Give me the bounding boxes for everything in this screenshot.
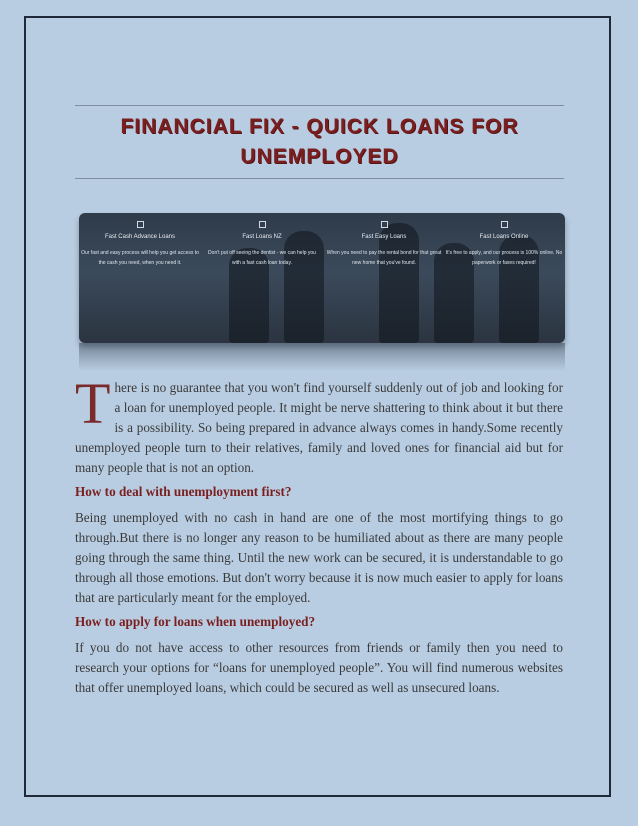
page-title: FINANCIAL FIX - QUICK LOANS FOR UNEMPLOYED: [120, 115, 519, 168]
banner-column: [203, 221, 321, 268]
checkbox-icon: [259, 221, 266, 228]
section-heading: How to apply for loans when unemployed?: [75, 614, 316, 629]
article-body: [75, 371, 563, 702]
paragraph: Being unemployed with no cash in hand are one of the most mortifying things to go through.But there is no longer any reason to be humiliated about as there are many people going through the same thing. Until the new work can be secured, it is understandable to go through all those emotions. But don't worry because it is now much easier to apply for loans that are particularly meant for the employed.: [75, 510, 563, 605]
banner-column: [81, 221, 199, 268]
banner-column-heading: Fast Cash Advance Loans: [104, 234, 176, 240]
banner-image: [79, 213, 565, 343]
banner-column-heading: Fast Loans Online: [479, 234, 529, 240]
banner-column-heading: Fast Easy Loans: [361, 234, 407, 240]
checkbox-icon: [501, 221, 508, 228]
intro-paragraph: [75, 371, 563, 478]
checkbox-icon: [137, 221, 144, 228]
checkbox-icon: [381, 221, 388, 228]
section-heading: How to deal with unemployment first?: [75, 484, 292, 499]
banner-column-text: It's free to apply, and our process is 100% online. No paperwork or faxes required!: [445, 250, 563, 266]
banner-column: [445, 221, 563, 268]
drop-cap: T: [75, 371, 111, 436]
banner-column-heading: Fast Loans NZ: [242, 234, 282, 240]
banner-column-text: When you need to pay the rental bond for that great new home that you've found.: [326, 250, 442, 266]
intro-text: here is no guarantee that you won't find yourself suddenly out of job and looking for a loan for unemployed people. It might be nerve shattering to think about it but there is a possibility. So being prepared in advance always comes in handy.Some recently unemployed people turn to their relatives, family and loved ones for financial aid but for many people that is not an option.: [75, 380, 563, 475]
banner-column-text: Don't put off seeing the dentist - we can help you with a fast cash loan today.: [208, 250, 316, 266]
title-rule-top: [75, 105, 564, 106]
banner-column-text: Our fast and easy process will help you get access to the cash you need, when you need it.: [81, 250, 199, 266]
banner-column: [325, 221, 443, 268]
paragraph: If you do not have access to other resources from friends or family then you need to research your options for “loans for unemployed people”. You will find numerous websites that offer unemployed loans, which could be secured as well as unsecured loans.: [75, 640, 563, 695]
title-rule-bottom: [75, 178, 564, 179]
